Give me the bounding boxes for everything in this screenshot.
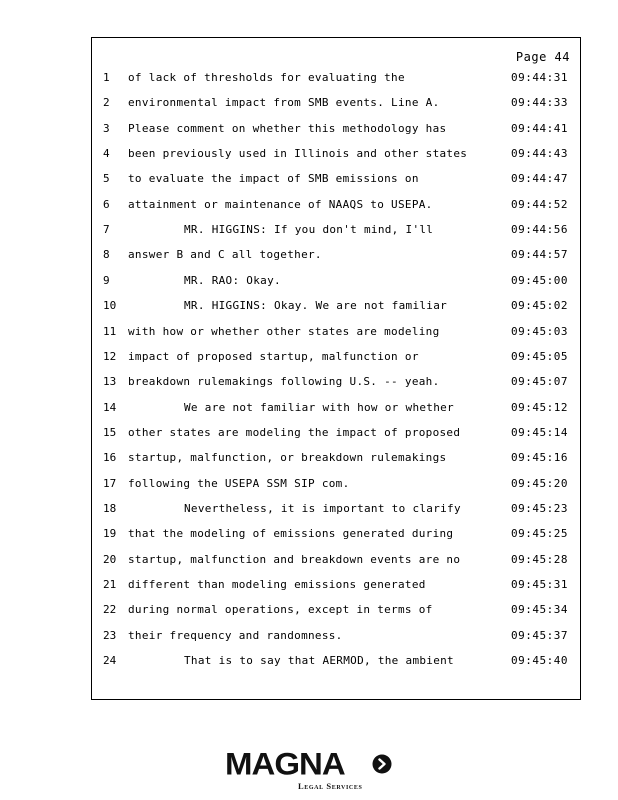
line-number: 2: [103, 96, 110, 110]
transcript-line: [92, 348, 580, 366]
transcript-page: [91, 37, 581, 700]
line-text: That is to say that AERMOD, the ambient: [184, 654, 454, 668]
line-timestamp: 09:44:52: [511, 197, 568, 211]
transcript-line: [92, 297, 580, 315]
transcript-line: [92, 424, 580, 442]
line-timestamp: 09:44:57: [511, 248, 568, 262]
line-timestamp: 09:45:31: [511, 578, 568, 591]
line-timestamp: 09:45:14: [511, 425, 568, 439]
line-number: 23: [103, 628, 117, 642]
line-timestamp: 09:44:47: [511, 172, 568, 186]
line-text: MR. HIGGINS: Okay. We are not familiar: [184, 299, 448, 313]
transcript-line: [92, 525, 580, 543]
transcript-line: [92, 69, 580, 87]
line-text: MR. RAO: Okay.: [184, 273, 281, 287]
transcript-line: [92, 272, 580, 290]
line-timestamp: 09:44:41: [511, 121, 568, 135]
line-timestamp: 09:45:03: [511, 324, 568, 338]
line-number: 20: [103, 552, 117, 566]
arrow-circle-icon: [372, 754, 392, 774]
line-number: 19: [103, 527, 117, 541]
line-text: with how or whether other states are modeling: [128, 324, 440, 338]
line-number: 8: [103, 248, 110, 262]
line-number: 3: [103, 121, 110, 135]
line-number: 5: [103, 172, 110, 186]
transcript-line: [92, 170, 580, 188]
transcript-line: [92, 652, 580, 670]
transcript-line: [92, 246, 580, 264]
transcript-line: [92, 94, 580, 112]
line-number: 24: [103, 654, 117, 668]
transcript-line: [92, 399, 580, 417]
transcript-line: [92, 500, 580, 518]
line-text: startup, malfunction, or breakdown rulemakings: [128, 451, 447, 465]
line-timestamp: 09:45:37: [511, 628, 568, 642]
line-number: 4: [103, 147, 110, 161]
line-number: 15: [103, 425, 117, 439]
line-timestamp: 09:44:56: [511, 223, 568, 237]
logo-wordmark: MAGNA: [225, 746, 345, 782]
line-timestamp: 09:45:28: [511, 552, 568, 566]
line-text: different than modeling emissions generated: [128, 578, 426, 591]
line-timestamp: 09:45:23: [511, 501, 568, 515]
line-number: 13: [103, 375, 117, 389]
line-text: following the USEPA SSM SIP com.: [128, 476, 350, 490]
line-text: been previously used in Illinois and other states: [128, 147, 468, 161]
line-text: Nevertheless, it is important to clarify: [184, 501, 461, 515]
line-text: startup, malfunction and breakdown events are no: [128, 552, 461, 566]
line-text: attainment or maintenance of NAAQS to USEPA.: [128, 197, 433, 211]
line-timestamp: 09:45:07: [511, 375, 568, 389]
transcript-line: [92, 551, 580, 569]
line-timestamp: 09:45:05: [511, 349, 568, 363]
line-text: breakdown rulemakings following U.S. -- yeah.: [128, 375, 440, 389]
line-number: 17: [103, 476, 117, 490]
line-timestamp: 09:45:16: [511, 451, 568, 465]
line-number: 12: [103, 349, 117, 363]
page-number: Page 44: [515, 50, 570, 64]
transcript-line: [92, 601, 580, 619]
transcript-line: [92, 449, 580, 467]
line-number: 14: [103, 400, 117, 414]
line-timestamp: 09:45:34: [511, 603, 568, 617]
magna-logo: [225, 748, 395, 792]
line-number: 9: [103, 273, 110, 287]
line-number: 16: [103, 451, 117, 465]
transcript-line: [92, 323, 580, 341]
transcript-line: [92, 373, 580, 391]
transcript-line: [92, 196, 580, 214]
line-timestamp: 09:45:02: [511, 299, 568, 313]
line-text: other states are modeling the impact of proposed: [128, 425, 461, 439]
transcript-line: [92, 145, 580, 163]
line-text: Please comment on whether this methodology has: [128, 121, 447, 135]
line-timestamp: 09:45:40: [511, 654, 568, 668]
line-timestamp: 09:45:25: [511, 527, 568, 541]
line-text: that the modeling of emissions generated during: [128, 527, 454, 541]
line-number: 7: [103, 223, 110, 237]
line-text: during normal operations, except in terms of: [128, 603, 433, 617]
line-timestamp: 09:45:12: [511, 400, 568, 414]
line-number: 6: [103, 197, 110, 211]
line-number: 1: [103, 71, 110, 84]
line-number: 18: [103, 501, 117, 515]
line-timestamp: 09:44:33: [511, 96, 568, 110]
line-text: impact of proposed startup, malfunction or: [128, 349, 419, 363]
transcript-line: [92, 120, 580, 138]
line-text: their frequency and randomness.: [128, 628, 343, 642]
line-text: We are not familiar with how or whether: [184, 400, 454, 414]
line-text: to evaluate the impact of SMB emissions on: [128, 172, 419, 186]
line-number: 21: [103, 578, 117, 591]
line-text: answer B and C all together.: [128, 248, 322, 262]
transcript-line: [92, 475, 580, 493]
line-text: environmental impact from SMB events. Line A.: [128, 96, 440, 110]
line-number: 10: [103, 299, 117, 313]
logo-tagline: Legal Services: [298, 781, 363, 791]
transcript-line: [92, 576, 580, 594]
line-timestamp: 09:45:20: [511, 476, 568, 490]
line-timestamp: 09:44:31: [511, 71, 568, 84]
transcript-line: [92, 627, 580, 645]
line-number: 11: [103, 324, 117, 338]
line-text: MR. HIGGINS: If you don't mind, I'll: [184, 223, 434, 237]
transcript-line: [92, 221, 580, 239]
line-number: 22: [103, 603, 117, 617]
line-text: of lack of thresholds for evaluating the: [128, 71, 405, 84]
line-timestamp: 09:45:00: [511, 273, 568, 287]
line-timestamp: 09:44:43: [511, 147, 568, 161]
